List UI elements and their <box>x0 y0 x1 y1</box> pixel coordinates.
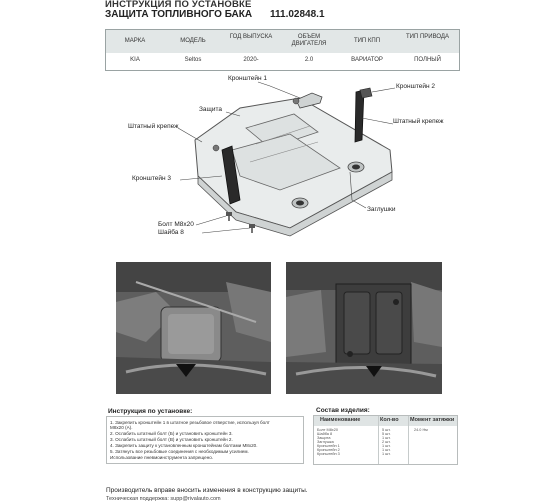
bracket-1 <box>296 93 322 108</box>
item-qty: 1 шт. <box>382 452 391 456</box>
photo-after-install <box>286 262 442 394</box>
label-washer: Шайба 8 <box>158 229 184 236</box>
header-torque: Момент затяжки <box>410 417 455 423</box>
value-model: Seltos <box>184 57 202 63</box>
item-name: Болт M8x20 <box>317 428 338 432</box>
composition-table <box>313 415 458 465</box>
item-name: Кронштейн 1 <box>317 444 340 448</box>
product-title: ЗАЩИТА ТОПЛИВНОГО БАКА <box>105 9 253 20</box>
value-engine: 2.0 <box>304 57 314 63</box>
header-gearbox: ТИП КПП <box>353 38 381 44</box>
footer-disclaimer: Производитель вправе вносить изменения в конструкцию защиты. <box>106 487 308 494</box>
instruction-step: M8x20 (А). <box>110 425 133 430</box>
header-brand: МАРКА <box>124 38 146 44</box>
header-name: Наименование <box>320 417 361 423</box>
value-year: 2020- <box>243 57 259 63</box>
value-gearbox: ВАРИАТОР <box>351 57 383 63</box>
instructions-title: Инструкция по установке: <box>108 408 193 415</box>
footer-support: Техническая поддержка: supp@rivalauto.com <box>106 496 221 502</box>
bolt-icon <box>226 212 232 221</box>
item-qty: 2 шт. <box>382 440 391 444</box>
instruction-step: 2. Ослабить штатный болт (Б) и установить кронштейн 3. <box>110 431 233 436</box>
label-bracket-1: Кронштейн 1 <box>228 75 267 82</box>
label-bracket-2: Кронштейн 2 <box>396 83 435 90</box>
instruction-step: Использование пневмоинструмента запрещено. <box>110 455 214 460</box>
washer-icon <box>249 224 255 233</box>
label-plugs: Заглушки <box>367 206 396 213</box>
item-name: Кронштейн 2 <box>317 448 340 452</box>
label-bolt: Болт M8x20 <box>158 221 194 228</box>
instruction-step: 5. Затянуть все резьбовые соединения с необходимым усилием. <box>110 449 249 454</box>
instruction-step: 3. Ослабить штатный болт (В) и установить кронштейн 2. <box>110 437 233 442</box>
item-qty: 5 шт. <box>382 432 391 436</box>
value-drive: ПОЛНЫЙ <box>414 57 441 63</box>
item-qty: 1 шт. <box>382 448 391 452</box>
label-standard-mount-left: Штатный крепеж <box>128 123 179 130</box>
item-name: Защита <box>317 436 331 440</box>
item-name: Заглушка <box>317 440 334 444</box>
header-engine: ОБЪЕМ ДВИГАТЕЛЯ <box>291 34 327 47</box>
header-qty: Кол-во <box>380 417 399 423</box>
photo-before-install <box>116 262 271 394</box>
item-qty: 5 шт. <box>382 428 391 432</box>
header-year: ГОД ВЫПУСКА <box>229 34 273 40</box>
value-brand: KIA <box>130 57 140 63</box>
item-name: Шайба 8 <box>317 432 333 436</box>
composition-title: Состав изделия: <box>316 407 370 414</box>
instruction-step: 1. Закрепить кронштейн 1 в штатное резьбовое отверстие, используя болт <box>110 420 270 425</box>
label-shield: Защита <box>199 106 223 113</box>
instruction-step: 4. Закрепить защиту к установленным кронштейнам болтами M8x20. <box>110 443 258 448</box>
torque-value: 24.0 Нм <box>414 428 428 432</box>
instructions-box <box>106 416 304 464</box>
header-model: МОДЕЛЬ <box>180 38 206 44</box>
item-qty: 1 шт. <box>382 444 391 448</box>
label-bracket-3: Кронштейн 3 <box>132 175 171 182</box>
header-drive: ТИП ПРИВОДА <box>406 34 449 40</box>
item-qty: 1 шт. <box>382 436 391 440</box>
article-number: 111.02848.1 <box>270 9 325 20</box>
label-standard-mount-right: Штатный крепеж <box>393 118 444 125</box>
item-name: Кронштейн 3 <box>317 452 340 456</box>
instruction-title: ИНСТРУКЦИЯ ПО УСТАНОВКЕ <box>105 0 252 10</box>
